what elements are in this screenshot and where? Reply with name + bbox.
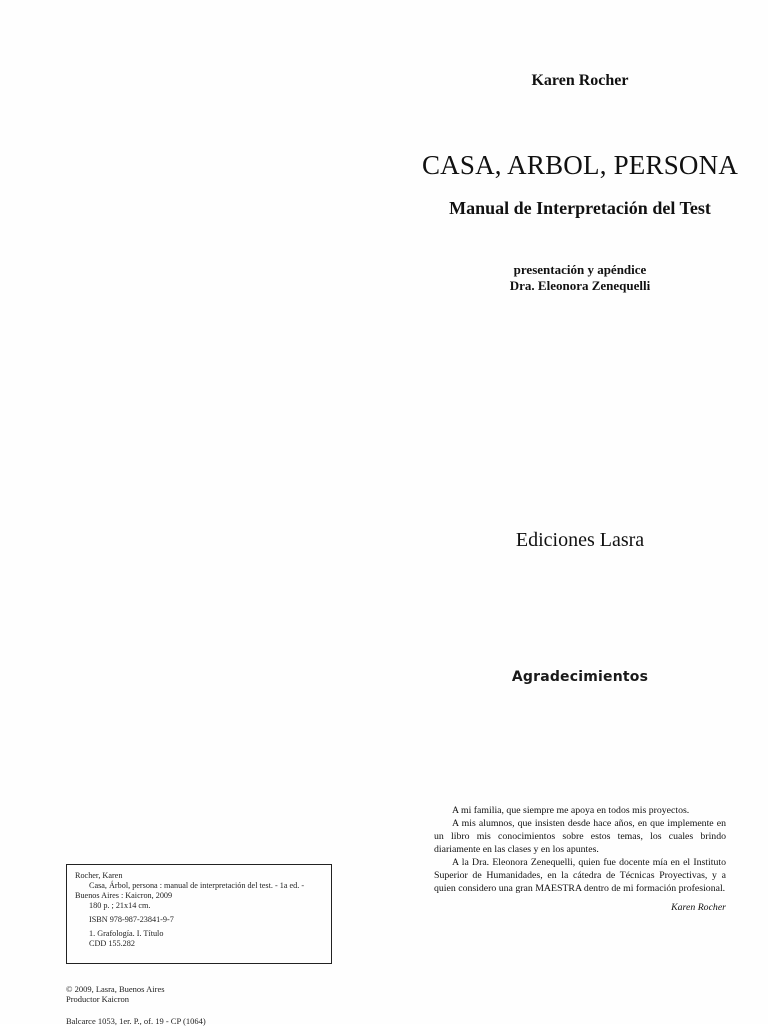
acknowledgement-paragraph: A mi familia, que siempre me apoya en todos mis proyectos. (452, 805, 690, 816)
book-title: CASA, ARBOL, PERSONA (421, 150, 739, 180)
catalog-title: Casa, Árbol, persona : manual de interpretación del test. - 1a ed. - (89, 881, 305, 890)
credits-block (400, 262, 760, 294)
credits-person: Dra. Eleonora Zenequelli (509, 278, 651, 293)
acknowledgements-heading: Agradecimientos (511, 669, 649, 685)
catalog-subjects: 1. Grafología. I. Título (89, 929, 164, 938)
catalog-extent: 180 p. ; 21x14 cm. (89, 901, 151, 910)
catalog-cdd: CDD 155.282 (89, 939, 135, 948)
publisher-address: Balcarce 1053, 1er. P., of. 19 - CP (1064) (66, 1016, 206, 1026)
acknowledgements-body (434, 804, 726, 895)
publisher-name: Ediciones Lasra (515, 529, 645, 551)
cataloging-record-box (66, 864, 332, 964)
author-name: Karen Rocher (531, 72, 629, 89)
catalog-publication: Buenos Aires : Kaicron, 2009 (75, 891, 173, 900)
credits-role: presentación y apéndice (513, 262, 647, 277)
catalog-author: Rocher, Karen (75, 871, 123, 880)
acknowledgements-signature: Karen Rocher (671, 902, 726, 913)
acknowledgement-paragraph: A mis alumnos, que insisten desde hace años, en que implemente en un libro mis conocimientos sobre estos temas, los cuales brindo diariamente en las clases y en los apuntes. (434, 818, 726, 855)
catalog-isbn: ISBN 978-987-23841-9-7 (89, 915, 174, 924)
copyright-notice: © 2009, Lasra, Buenos Aires (66, 984, 165, 994)
acknowledgement-paragraph: A la Dra. Eleonora Zenequelli, quien fue docente mía en el Instituto Superior de Humanidades, en la cátedra de Técnicas Proyectivas, y a quien considero una gran MAESTRA dentro de mi formación profesional. (434, 857, 726, 894)
imprint-block (66, 984, 165, 1004)
producer-line: Productor Kaicron (66, 994, 130, 1004)
book-subtitle: Manual de Interpretación del Test (449, 198, 711, 218)
